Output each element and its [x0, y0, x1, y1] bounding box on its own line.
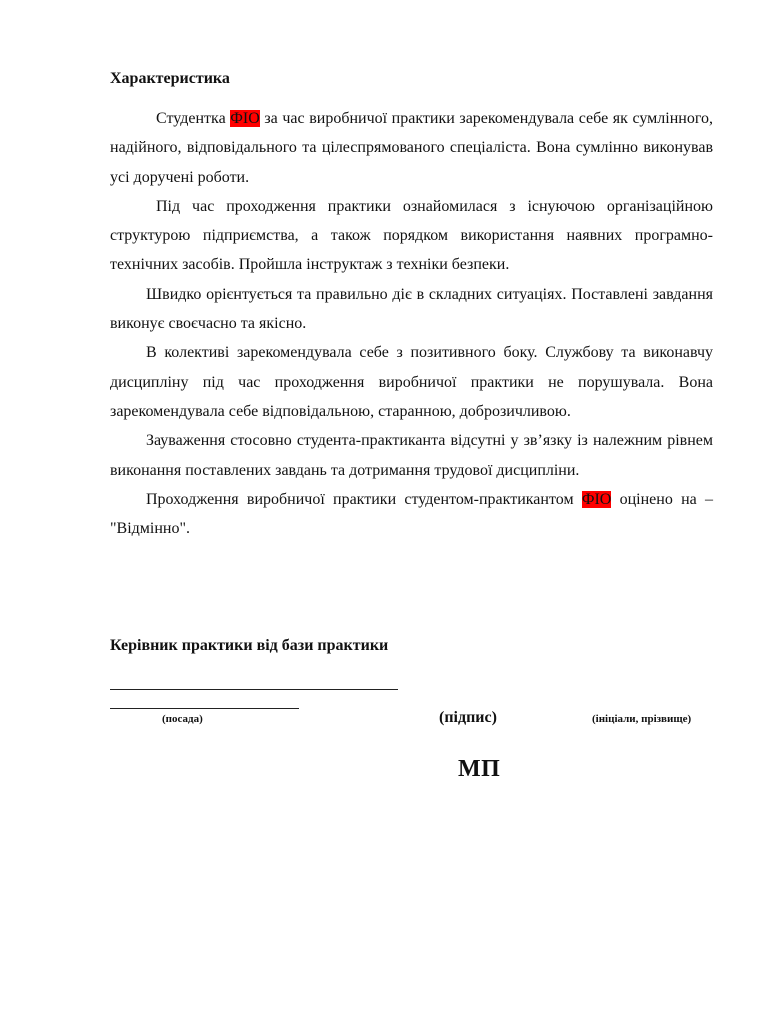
paragraph-6-rest: оцінено на – "Відмінно". — [110, 490, 713, 538]
paragraph-1 — [110, 104, 713, 192]
paragraph-5: Зауваження стосовно студента-практиканта відсутні у зв’язку із належним рівнем виконання поставлених завдань та дотримання трудової дисципліни. — [110, 432, 713, 479]
paragraph-1-rest: за час виробничої практики зарекомендувала себе як сумлінного, надійного, відповідального та цілеспрямованого спеціаліста. Вона сумлінно виконував усі доручені роботи. — [110, 110, 713, 186]
paragraph-6-start: Проходження виробничої практики студентом-практикантом — [146, 490, 582, 508]
signature-line — [110, 689, 398, 690]
document-heading: Характеристика — [110, 70, 230, 87]
position-caption: (посада) — [162, 713, 203, 725]
position-line — [110, 708, 299, 709]
paragraph-4: В колективі зарекомендувала себе з позитивного боку. Службову та виконавчу дисципліну під час проходження виробничої практики не порушувала. Вона зарекомендувала себе відповідальною, старанною, доброзичливою. — [110, 344, 713, 420]
supervisor-heading: Керівник практики від бази практики — [110, 637, 389, 654]
paragraph-3: Швидко орієнтується та правильно діє в складних ситуаціях. Поставлені завдання виконує своєчасно та якісно. — [110, 285, 713, 333]
paragraph-6 — [110, 485, 713, 544]
signature-caption: (підпис) — [439, 709, 497, 726]
name-caption: (ініціали, прізвище) — [592, 713, 692, 725]
stamp-place: МП — [458, 756, 501, 782]
student-name-placeholder-2: ФІО — [581, 490, 612, 508]
student-name-placeholder: ФІО — [230, 110, 260, 127]
document-body — [110, 104, 713, 543]
paragraph-1-start: Студентка — [156, 110, 231, 127]
paragraph-2: Під час проходження практики ознайомилася з існуючою організаційною структурою підприємства, а також порядком використання наявних програмно-технічних засобів. Пройшла інструктаж з техніки безпеки. — [110, 197, 713, 274]
